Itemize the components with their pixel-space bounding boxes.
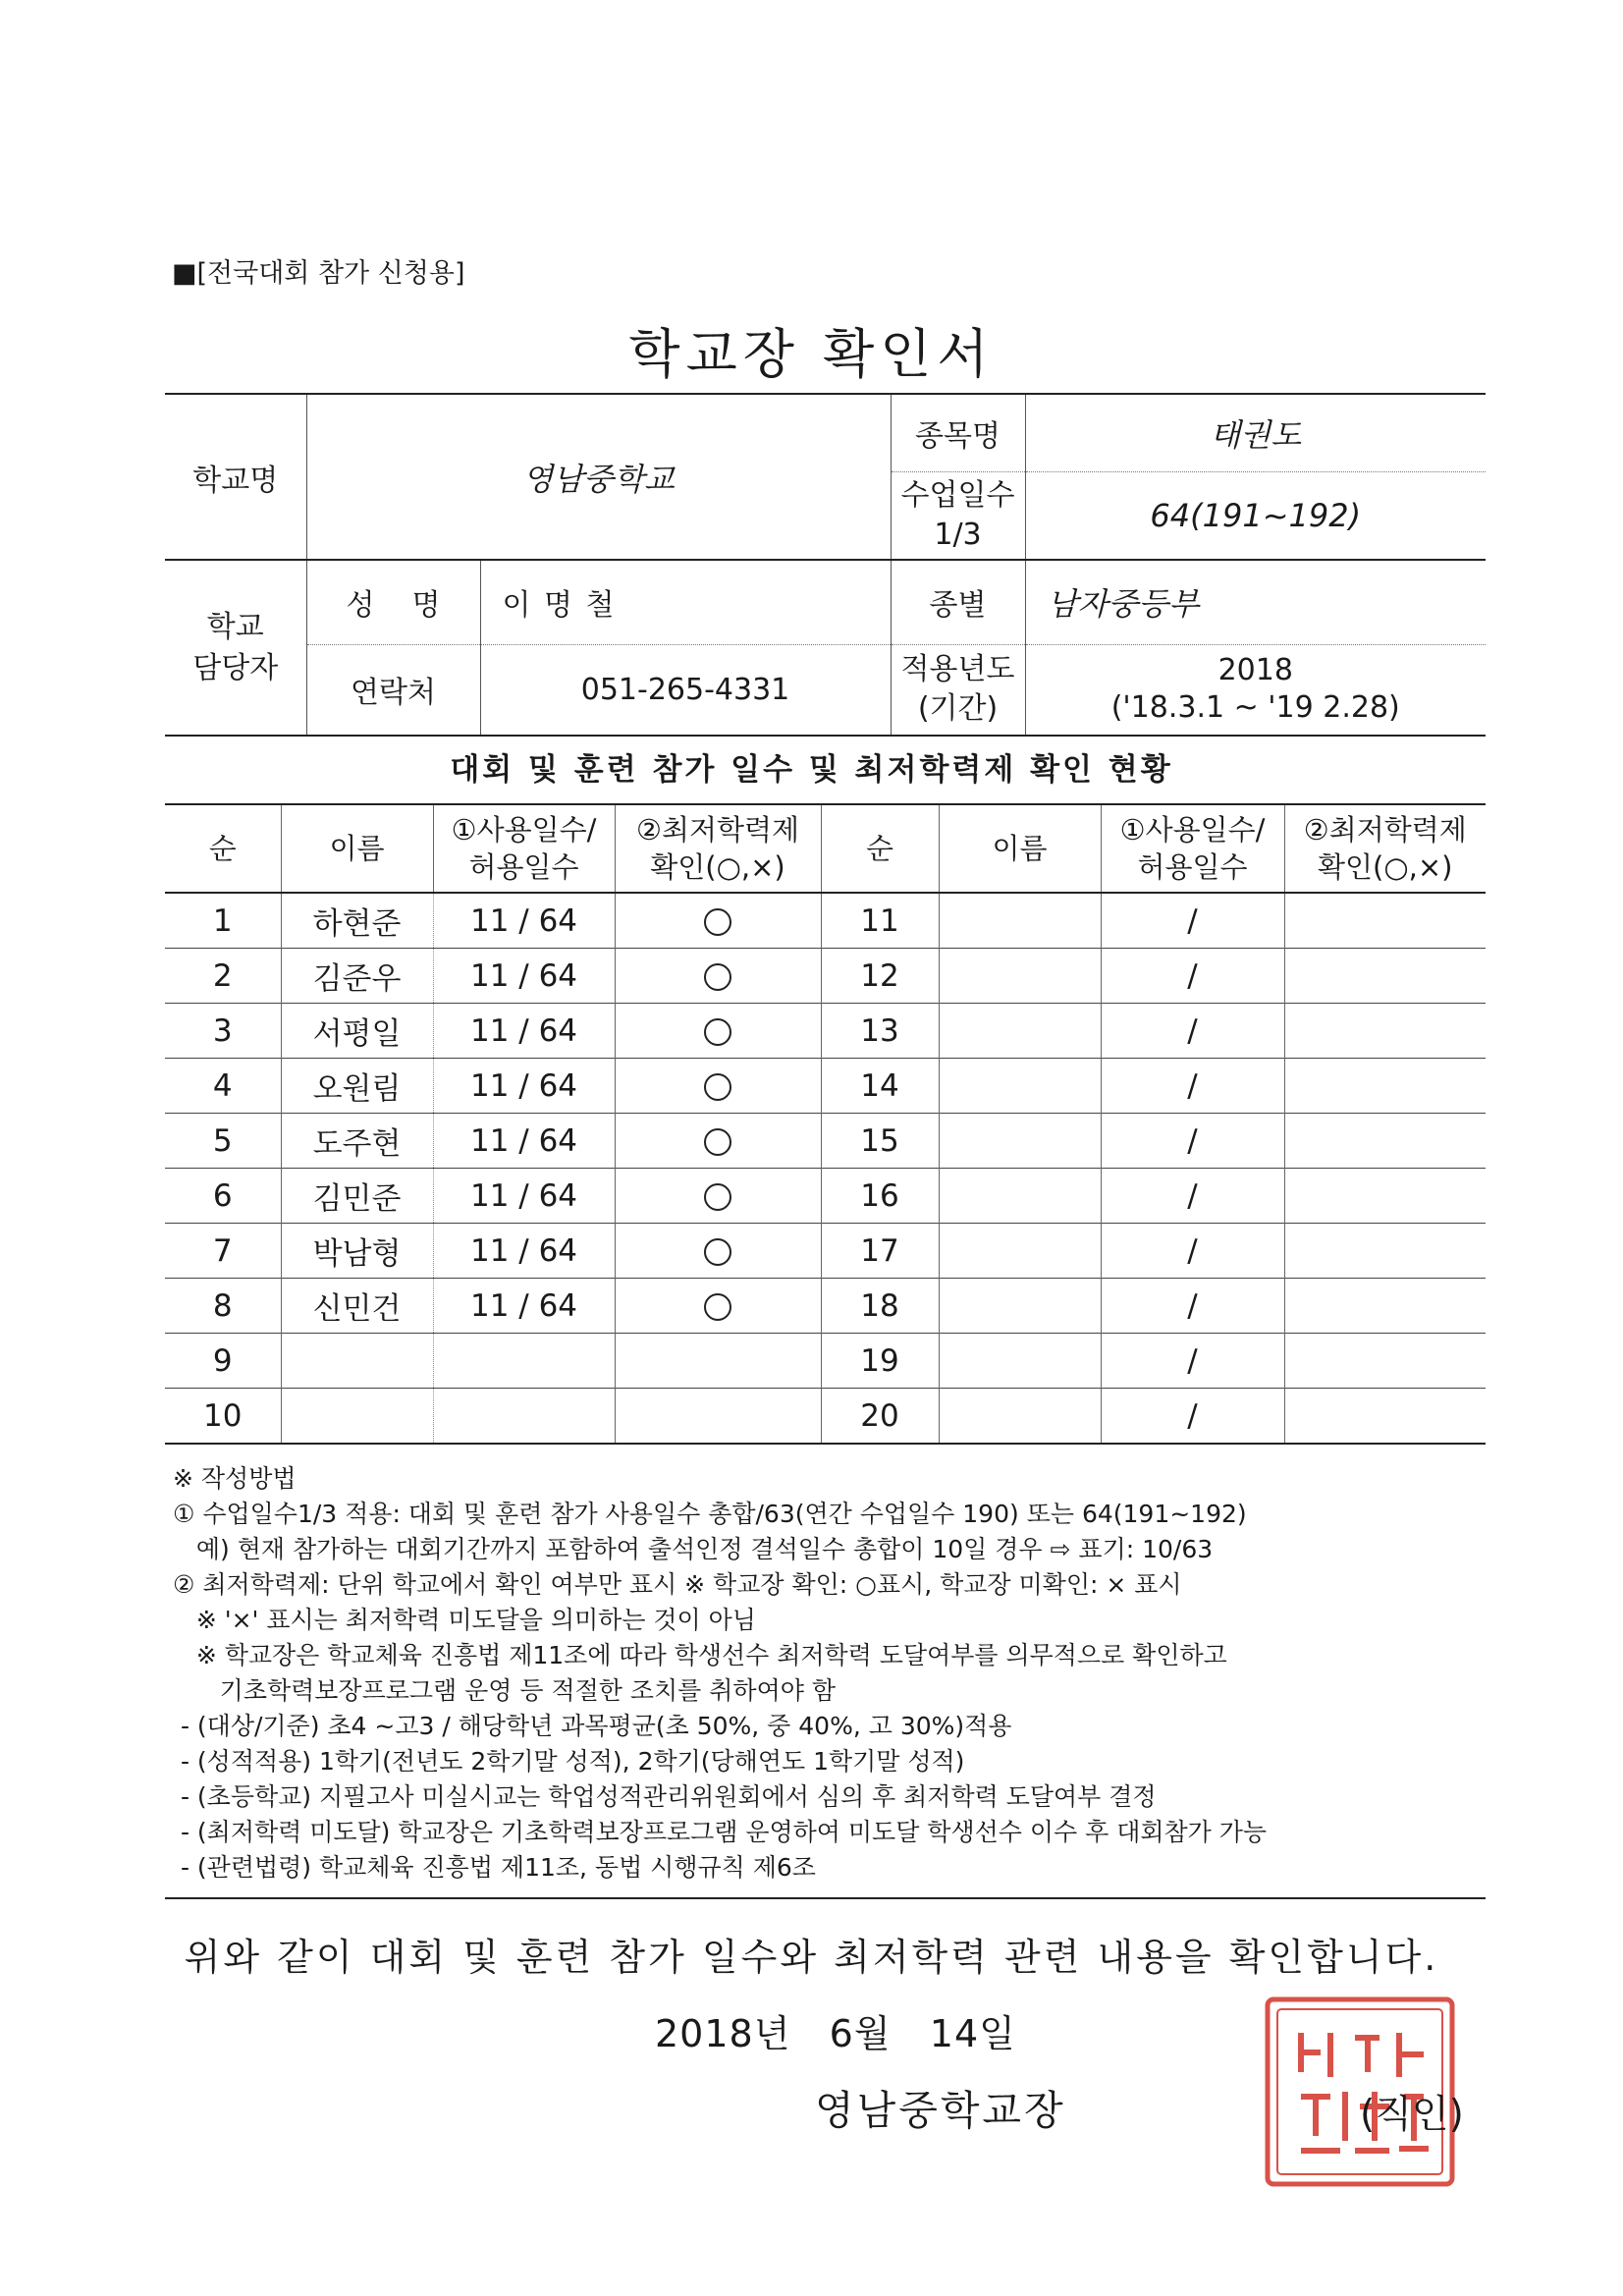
note-line: ※ 학교장은 학교체육 진흥법 제11조에 따라 학생선수 최저학력 도달여부를 의무적으로 확인하고 (173, 1641, 1227, 1669)
row-no: 3 (165, 1004, 281, 1059)
days-value: 64(191~192) (1025, 471, 1486, 560)
table-row (165, 1059, 1486, 1114)
row-check (615, 1279, 821, 1334)
event-value: 태권도 (1025, 394, 1486, 471)
row-no: 12 (821, 949, 939, 1004)
row-no: 11 (821, 893, 939, 949)
row-no: 19 (821, 1334, 939, 1389)
col-check-right-line1: ②최저학력제 (1303, 813, 1467, 847)
row-check (615, 1389, 821, 1445)
row-days: 11 / 64 (433, 1224, 615, 1279)
info-table (165, 393, 1486, 737)
seal-label: (직인) (1360, 2093, 1464, 2137)
row-name: 신민건 (281, 1279, 433, 1334)
row-days: 11 / 64 (433, 1114, 615, 1169)
row-name (939, 1004, 1101, 1059)
school-label: 학교명 (165, 394, 306, 560)
col-check-right (1284, 804, 1486, 893)
writing-instructions (173, 1461, 1493, 1886)
row-name (281, 1389, 433, 1445)
document-title: 학교장 확인서 (628, 323, 995, 385)
year-value-line1: 2018 (1217, 653, 1293, 688)
row-days: / (1101, 1279, 1284, 1334)
row-name: 박남형 (281, 1224, 433, 1279)
row-name (939, 1279, 1101, 1334)
year-label (891, 644, 1025, 736)
col-check-right-line2: 확인(○,×) (1318, 850, 1453, 884)
row-check (615, 1114, 821, 1169)
year-value (1025, 644, 1486, 736)
row-no: 2 (165, 949, 281, 1004)
row-name: 하현준 (281, 893, 433, 949)
event-label: 종목명 (891, 394, 1025, 471)
row-name (939, 1389, 1101, 1445)
row-days: / (1101, 1169, 1284, 1224)
table-row (165, 1169, 1486, 1224)
row-check (1284, 1224, 1486, 1279)
col-name-right: 이름 (939, 804, 1101, 893)
note-line: 기초학력보장프로그램 운영 등 적절한 조치를 취하여야 함 (173, 1676, 836, 1705)
row-no: 20 (821, 1389, 939, 1445)
row-days: 11 / 64 (433, 949, 615, 1004)
table-row (165, 1004, 1486, 1059)
category-value: 남자중등부 (1025, 560, 1486, 644)
days-label (891, 471, 1025, 560)
row-days: 11 / 64 (433, 1059, 615, 1114)
row-name (939, 949, 1101, 1004)
row-days: 11 / 64 (433, 1279, 615, 1334)
row-no: 1 (165, 893, 281, 949)
row-days: 11 / 64 (433, 893, 615, 949)
row-name (939, 1114, 1101, 1169)
note-line: ※ '×' 표시는 최저학력 미도달을 의미하는 것이 아님 (173, 1606, 756, 1634)
col-name-left: 이름 (281, 804, 433, 893)
row-check (615, 893, 821, 949)
col-days-left-line2: 허용일수 (468, 850, 579, 884)
days-label-line1: 수업일수 (900, 477, 1015, 513)
row-no: 8 (165, 1279, 281, 1334)
col-days-right-line1: ①사용일수/ (1119, 813, 1266, 847)
row-no: 4 (165, 1059, 281, 1114)
table-row (165, 893, 1486, 949)
contact-label: 연락처 (306, 644, 480, 736)
row-check (615, 1334, 821, 1389)
row-check (1284, 1169, 1486, 1224)
note-line: - (성적적용) 1학기(전년도 2학기말 성적), 2학기(당해연도 1학기말 성적) (173, 1747, 965, 1776)
row-no: 15 (821, 1114, 939, 1169)
row-check (1284, 949, 1486, 1004)
table-row (165, 1114, 1486, 1169)
check-circle-icon (704, 1073, 731, 1101)
row-name: 도주현 (281, 1114, 433, 1169)
note-line: 예) 현재 참가하는 대회기간까지 포함하여 출석인정 결석일수 총합이 10일 경우 ⇨ 표기: 10/63 (173, 1535, 1214, 1563)
manager-label-line2: 담당자 (192, 650, 279, 685)
row-no: 13 (821, 1004, 939, 1059)
check-circle-icon (704, 1183, 731, 1211)
check-circle-icon (704, 908, 731, 936)
note-line: ① 수업일수1/3 적용: 대회 및 훈련 참가 사용일수 총합/63(연간 수업일수 190) 또는 64(191~192) (173, 1500, 1247, 1528)
row-no: 18 (821, 1279, 939, 1334)
row-no: 10 (165, 1389, 281, 1445)
row-no: 5 (165, 1114, 281, 1169)
status-header-row (165, 804, 1486, 893)
table-row (165, 1224, 1486, 1279)
row-days (433, 1389, 615, 1445)
row-days: / (1101, 949, 1284, 1004)
school-value: 영남중학교 (306, 394, 891, 560)
row-check (1284, 1279, 1486, 1334)
row-check (1284, 1334, 1486, 1389)
row-name (939, 1059, 1101, 1114)
year-label-line1: 적용년도 (900, 652, 1015, 687)
status-table (165, 803, 1486, 1445)
row-check (1284, 1114, 1486, 1169)
row-name: 김민준 (281, 1169, 433, 1224)
row-days: / (1101, 1059, 1284, 1114)
row-check (1284, 1059, 1486, 1114)
row-days: / (1101, 1334, 1284, 1389)
row-name (939, 1224, 1101, 1279)
category-label: 종별 (891, 560, 1025, 644)
row-no: 17 (821, 1224, 939, 1279)
row-name (281, 1334, 433, 1389)
row-name: 서평일 (281, 1004, 433, 1059)
row-name: 오원림 (281, 1059, 433, 1114)
col-days-left-line1: ①사용일수/ (451, 813, 597, 847)
confirmation-statement: 위와 같이 대회 및 훈련 참가 일수와 최저학력 관련 내용을 확인합니다. (184, 1936, 1439, 1979)
notes-divider (165, 1897, 1486, 1899)
row-check (615, 1224, 821, 1279)
col-check-left-line2: 확인(○,×) (650, 850, 785, 884)
confirmation-date: 2018년 6월 14일 (655, 2012, 1016, 2055)
check-circle-icon (704, 1128, 731, 1156)
manager-label (165, 560, 306, 736)
row-name (939, 1334, 1101, 1389)
row-days: 11 / 64 (433, 1169, 615, 1224)
year-label-line2: (기간) (917, 691, 999, 727)
check-circle-icon (704, 1018, 731, 1046)
manager-label-line1: 학교 (206, 609, 264, 644)
row-days: / (1101, 1389, 1284, 1445)
col-days-left (433, 804, 615, 893)
contact-value: 051-265-4331 (480, 644, 891, 736)
row-days (433, 1334, 615, 1389)
col-check-left (615, 804, 821, 893)
row-no: 14 (821, 1059, 939, 1114)
check-circle-icon (704, 1238, 731, 1266)
table-row (165, 1279, 1486, 1334)
table-row (165, 949, 1486, 1004)
name-label: 성 명 (306, 560, 480, 644)
name-value: 이 명 철 (480, 560, 891, 644)
note-line: ※ 작성방법 (173, 1464, 297, 1493)
row-check (1284, 1389, 1486, 1445)
row-no: 7 (165, 1224, 281, 1279)
row-no: 6 (165, 1169, 281, 1224)
check-circle-icon (704, 1293, 731, 1321)
document-tag-text: ■[전국대회 참가 신청용] (172, 258, 465, 289)
col-no-left: 순 (165, 804, 281, 893)
row-days: / (1101, 893, 1284, 949)
row-days: / (1101, 1114, 1284, 1169)
row-name: 김준우 (281, 949, 433, 1004)
table-row (165, 1334, 1486, 1389)
row-check (615, 1004, 821, 1059)
year-value-line2: ('18.3.1 ~ '19 2.28) (1110, 690, 1400, 726)
row-days: / (1101, 1224, 1284, 1279)
check-circle-icon (704, 963, 731, 991)
col-days-right-line2: 허용일수 (1137, 850, 1248, 884)
col-check-left-line1: ②최저학력제 (635, 813, 800, 847)
table-row (165, 1389, 1486, 1445)
note-line: - (초등학교) 지필고사 미실시교는 학업성적관리위원회에서 심의 후 최저학력 도달여부 결정 (173, 1782, 1157, 1811)
note-line: ② 최저학력제: 단위 학교에서 확인 여부만 표시 ※ 학교장 확인: ○표시, 학교장 미확인: × 표시 (173, 1570, 1182, 1599)
note-line: - (관련법령) 학교체육 진흥법 제11조, 동법 시행규칙 제6조 (173, 1853, 816, 1882)
note-line: - (최저학력 미도달) 학교장은 기초학력보장프로그램 운영하여 미도달 학생선수 이수 후 대회참가 가능 (173, 1818, 1268, 1846)
row-name (939, 893, 1101, 949)
row-check (1284, 893, 1486, 949)
principal-signature: 영남중학교장 (815, 2087, 1066, 2134)
days-label-line2: 1/3 (934, 517, 982, 552)
status-section-title: 대회 및 훈련 참가 일수 및 최저학력제 확인 현황 (450, 752, 1173, 788)
row-no: 16 (821, 1169, 939, 1224)
row-name (939, 1169, 1101, 1224)
document-tag (172, 251, 464, 290)
note-line: - (대상/기준) 초4 ~고3 / 해당학년 과목평균(초 50%, 중 40%, 고 30%)적용 (173, 1712, 1012, 1740)
row-no: 9 (165, 1334, 281, 1389)
row-check (615, 1169, 821, 1224)
col-no-right: 순 (821, 804, 939, 893)
row-check (1284, 1004, 1486, 1059)
row-days: 11 / 64 (433, 1004, 615, 1059)
row-days: / (1101, 1004, 1284, 1059)
row-check (615, 949, 821, 1004)
col-days-right (1101, 804, 1284, 893)
row-check (615, 1059, 821, 1114)
